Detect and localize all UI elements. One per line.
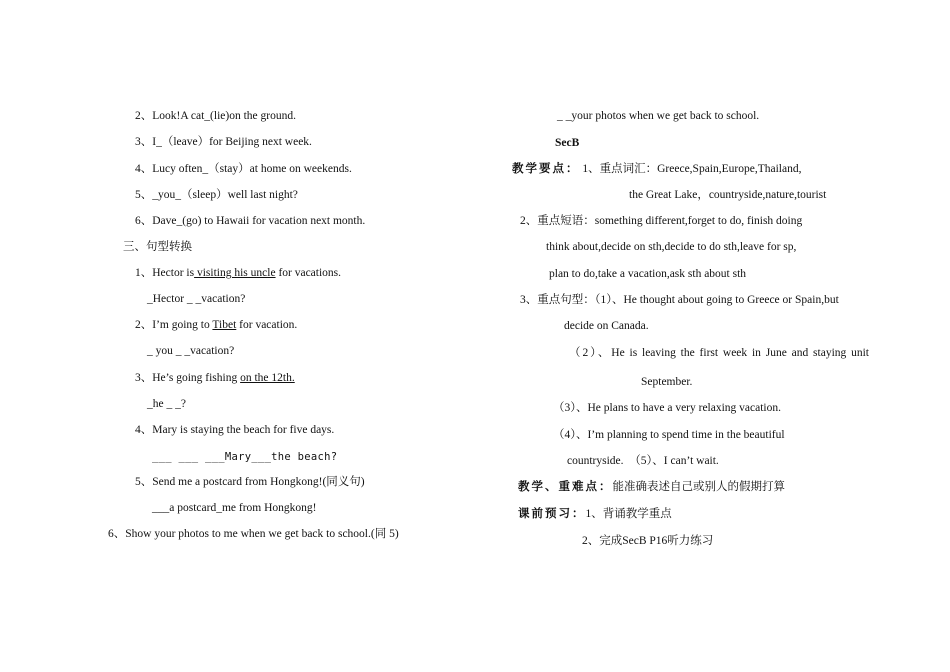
transform-3-pre: 3、He’s going fishing — [135, 372, 241, 384]
key-sentence-3: （3）、He plans to have a very relaxing vacation. — [553, 402, 782, 414]
transform-3 — [135, 371, 295, 385]
exercise-2: 2、Look!A cat_(lie)on the ground. — [135, 110, 296, 122]
transform-6: 6、Show your photos to me when we get back to school.(同 5) — [108, 528, 399, 540]
key-sentence-2-cont: September. — [641, 376, 693, 388]
exercise-5: 5、_you_（sleep）well last night? — [135, 189, 298, 201]
teaching-points — [512, 162, 801, 176]
key-sentences: 3、重点句型：（1）、He thought about going to Greece or Spain,but — [520, 294, 839, 306]
teaching-focus-text: 能准确表述自己或别人的假期打算 — [612, 481, 785, 493]
transform-4: 4、Mary is staying the beach for five days. — [135, 424, 335, 436]
teaching-focus-label: 教学、重难点： — [518, 481, 613, 493]
transform-1-underlined: visiting his uncle — [194, 267, 276, 279]
transform-1-pre: 1、Hector is — [135, 267, 195, 279]
transform-2 — [135, 318, 297, 332]
preview-item-2: 2、完成SecB P16听力练习 — [582, 535, 714, 547]
key-sentence-2: （2）、He is leaving the first week in June and staying unit — [569, 347, 869, 359]
transform-5: 5、Send me a postcard from Hongkong!(同义句) — [135, 476, 365, 488]
exercise-4: 4、Lucy often_（stay）at home on weekends. — [135, 163, 352, 175]
transform-2-underlined: Tibet — [212, 319, 237, 331]
key-sentence-4-cont: countryside. （5）、I can’t wait. — [567, 455, 719, 467]
key-sentences-1-cont: decide on Canada. — [564, 320, 649, 332]
key-vocabulary: 1、重点词汇：Greece,Spain,Europe,Thailand, — [582, 163, 802, 175]
key-phrases-cont-1: think about,decide on sth,decide to do sth,leave for sp, — [546, 241, 797, 253]
key-sentence-4: （4）、I’m planning to spend time in the beautiful — [553, 429, 785, 441]
teaching-focus — [518, 480, 785, 494]
transform-3-underlined: on the 12th. — [240, 372, 295, 384]
preview — [518, 507, 672, 521]
transform-5-answer: ___a postcard_me from Hongkong! — [152, 502, 317, 514]
preview-label: 课前预习： — [518, 508, 586, 520]
transform-4-answer: ___ ___ ___Mary___the beach? — [152, 451, 338, 463]
transform-2-pre: 2、I’m going to — [135, 319, 213, 331]
key-vocabulary-cont: the Great Lake，countryside,nature,tourist — [629, 189, 827, 201]
exercise-3: 3、I_（leave）for Beijing next week. — [135, 136, 312, 148]
preview-item-1: 1、背诵教学重点 — [585, 508, 672, 520]
transform-1 — [135, 266, 341, 280]
exercise-6: 6、Dave_(go) to Hawaii for vacation next month. — [135, 215, 366, 227]
key-phrases: 2、重点短语：something different,forget to do, finish doing — [520, 215, 803, 227]
section-title-sentence-transform: 三、句型转换 — [123, 241, 192, 253]
teaching-points-label: 教学要点： — [512, 163, 580, 175]
transform-1-answer: _Hector _ _vacation? — [147, 293, 246, 305]
transform-6-answer: _ _your photos when we get back to school. — [557, 110, 760, 122]
section-heading-secb: SecB — [555, 137, 580, 149]
transform-2-post: for vacation. — [236, 319, 298, 331]
transform-2-answer: _ you _ _vacation? — [147, 345, 235, 357]
key-phrases-cont-2: plan to do,take a vacation,ask sth about sth — [549, 268, 747, 280]
transform-1-post: for vacations. — [275, 267, 342, 279]
transform-3-answer: _he _ _? — [147, 398, 186, 410]
